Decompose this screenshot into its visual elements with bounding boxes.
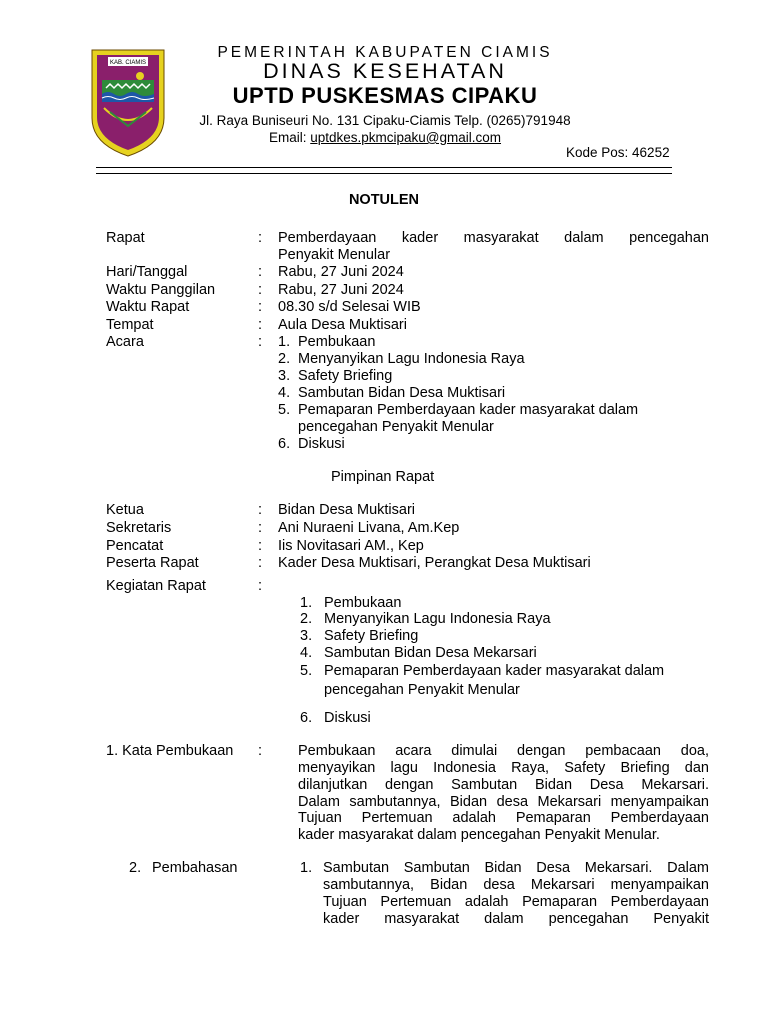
pembahasan-item-number: 1.	[300, 860, 313, 876]
header-divider-thin	[96, 173, 672, 174]
acara-number: 1.	[278, 334, 291, 350]
document-title: NOTULEN	[348, 192, 420, 208]
info-colon: :	[258, 230, 263, 246]
info-label-acara: Acara	[106, 334, 144, 350]
letterhead-institution: UPTD PUSKESMAS CIPAKU	[232, 83, 538, 108]
letterhead-email	[150, 129, 620, 146]
pembahasan-line: sambutannya, Bidan desa Mekarsari menyampaikan	[323, 877, 709, 893]
acara-item-cont: pencegahan Penyakit Menular	[298, 419, 494, 435]
pimpinan-label-ketua: Ketua	[106, 502, 144, 518]
info-value-waktu-rapat: 08.30 s/d Selesai WIB	[278, 299, 421, 315]
email-link[interactable]: uptdkes.pkmcipaku@gmail.com	[310, 130, 502, 145]
info-label-waktu-rapat: Waktu Rapat	[106, 299, 190, 315]
pimpinan-label-peserta: Peserta Rapat	[106, 555, 199, 571]
acara-item: Pembukaan	[298, 334, 376, 350]
info-value-rapat-cont: Penyakit Menular	[278, 247, 391, 263]
kata-pembukaan-label: 1. Kata Pembukaan	[106, 743, 234, 759]
info-label-rapat: Rapat	[106, 230, 145, 246]
info-value-tempat: Aula Desa Muktisari	[278, 317, 407, 333]
acara-item: Menyanyikan Lagu Indonesia Raya	[298, 351, 525, 367]
info-value-rapat: Pemberdayaan kader masyarakat dalam pencegahan	[278, 230, 709, 246]
acara-item: Sambutan Bidan Desa Muktisari	[298, 385, 506, 401]
postal-code: Kode Pos: 46252	[566, 145, 670, 160]
kegiatan-item-cont: pencegahan Penyakit Menular	[324, 682, 520, 698]
kegiatan-colon: :	[258, 578, 263, 594]
pimpinan-value-ketua: Bidan Desa Muktisari	[278, 502, 415, 518]
info-colon: :	[258, 282, 263, 298]
pimpinan-colon: :	[258, 555, 263, 571]
header-divider-thick	[96, 167, 672, 168]
kegiatan-item: Sambutan Bidan Desa Mekarsari	[324, 645, 537, 661]
kegiatan-item: Diskusi	[324, 710, 371, 726]
pembahasan-line: Tujuan Pertemuan adalah Pemaparan Pemberdayaan	[323, 894, 709, 910]
info-colon: :	[258, 264, 263, 280]
kegiatan-number: 6.	[300, 710, 313, 726]
info-colon: :	[258, 334, 263, 350]
letterhead-government: PEMERINTAH KABUPATEN CIAMIS	[217, 44, 553, 61]
pimpinan-value-pencatat: Iis Novitasari AM., Kep	[278, 538, 424, 554]
email-label: Email:	[268, 130, 311, 145]
info-value-hari-tanggal: Rabu, 27 Juni 2024	[278, 264, 404, 280]
pimpinan-label-pencatat: Pencatat	[106, 538, 164, 554]
kata-pembukaan-line: Pembukaan acara dimulai dengan pembacaan doa,	[298, 743, 709, 759]
pimpinan-value-peserta: Kader Desa Muktisari, Perangkat Desa Muktisari	[278, 555, 591, 571]
kegiatan-item: Pembukaan	[324, 595, 402, 611]
kata-pembukaan-line: Dalam sambutannya, Bidan desa Mekarsari menyampaikan	[298, 794, 709, 810]
acara-number: 2.	[278, 351, 291, 367]
acara-item: Safety Briefing	[298, 368, 393, 384]
kata-pembukaan-line: dilanjutkan dengan Sambutan Bidan Desa Mekarsari.	[298, 777, 709, 793]
kegiatan-number: 5.	[300, 663, 313, 679]
acara-number: 3.	[278, 368, 291, 384]
kegiatan-item: Menyanyikan Lagu Indonesia Raya	[324, 611, 551, 627]
pembahasan-line: Sambutan Sambutan Bidan Desa Mekarsari. Dalam	[323, 860, 709, 876]
pembahasan-number: 2.	[129, 860, 142, 876]
info-colon: :	[258, 299, 263, 315]
letterhead-department: DINAS KESEHATAN	[263, 59, 507, 83]
pembahasan-label: Pembahasan	[152, 860, 238, 876]
pimpinan-label-sekretaris: Sekretaris	[106, 520, 172, 536]
pimpinan-colon: :	[258, 538, 263, 554]
acara-item: Diskusi	[298, 436, 345, 452]
pimpinan-colon: :	[258, 520, 263, 536]
acara-number: 5.	[278, 402, 291, 418]
kata-pembukaan-line: Tujuan Pertemuan adalah Pemaparan Pemberdayaan	[298, 810, 709, 826]
info-label-tempat: Tempat	[106, 317, 154, 333]
kata-pembukaan-line: menyayikan lagu Indonesia Raya, Safety Briefing dan	[298, 760, 709, 776]
pembahasan-line: kader masyarakat dalam pencegahan Penyakit	[323, 911, 709, 927]
kegiatan-number: 4.	[300, 645, 313, 661]
letterhead-address: Jl. Raya Buniseuri No. 131 Cipaku-Ciamis Telp. (0265)791948	[199, 113, 571, 128]
kegiatan-number: 1.	[300, 595, 313, 611]
pimpinan-colon: :	[258, 502, 263, 518]
logo-top-text: KAB. CIAMIS	[109, 60, 147, 66]
info-label-hari-tanggal: Hari/Tanggal	[106, 264, 188, 280]
acara-number: 6.	[278, 436, 291, 452]
acara-number: 4.	[278, 385, 291, 401]
pimpinan-heading: Pimpinan Rapat	[331, 469, 435, 485]
kata-pembukaan-line: kader masyarakat dalam pencegahan Penyakit Menular.	[298, 827, 660, 843]
kegiatan-item: Safety Briefing	[324, 628, 419, 644]
info-label-waktu-panggilan: Waktu Panggilan	[106, 282, 216, 298]
kata-pembukaan-colon: :	[258, 743, 263, 759]
kegiatan-number: 2.	[300, 611, 313, 627]
kegiatan-label: Kegiatan Rapat	[106, 578, 206, 594]
info-colon: :	[258, 317, 263, 333]
kegiatan-number: 3.	[300, 628, 313, 644]
pimpinan-value-sekretaris: Ani Nuraeni Livana, Am.Kep	[278, 520, 460, 536]
info-value-waktu-panggilan: Rabu, 27 Juni 2024	[278, 282, 404, 298]
acara-item: Pemaparan Pemberdayaan kader masyarakat dalam	[298, 402, 639, 418]
kegiatan-item: Pemaparan Pemberdayaan kader masyarakat dalam	[324, 663, 665, 679]
